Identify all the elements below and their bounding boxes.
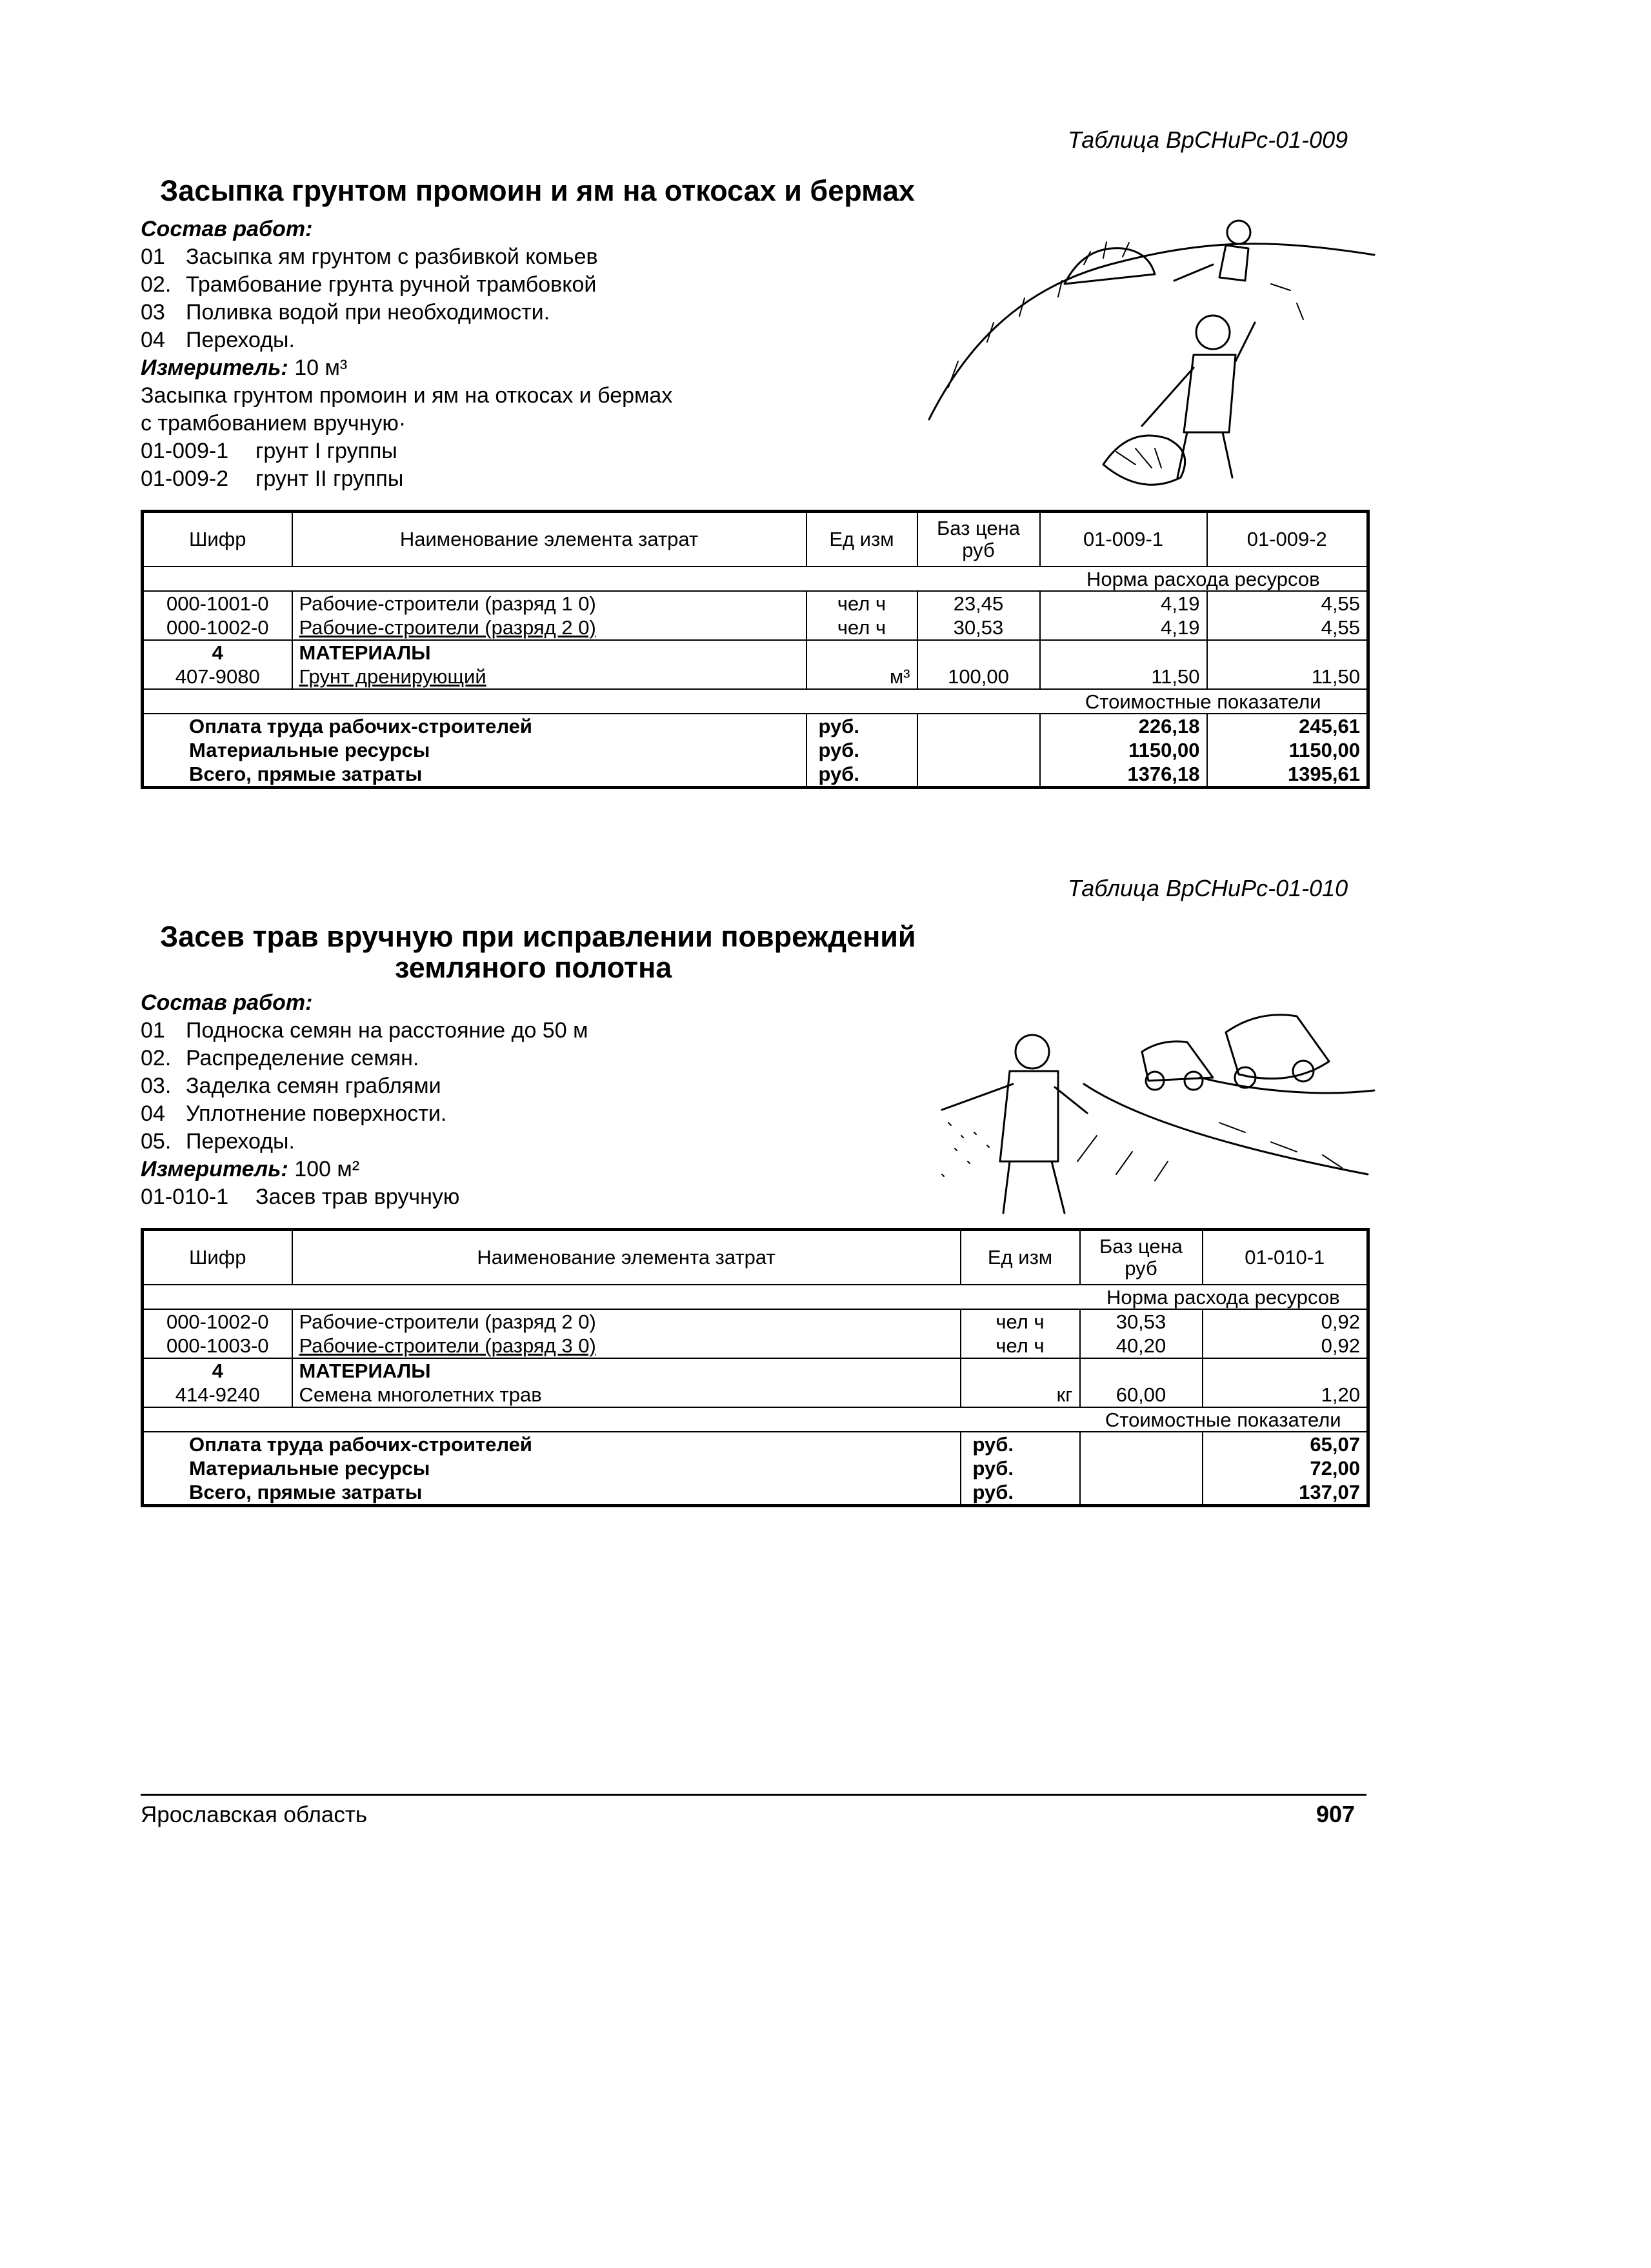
header-cell: Наименование элемента затрат (292, 512, 806, 567)
norms-table (141, 1228, 1370, 1507)
section-title-line-2: земляного полотна (395, 951, 672, 984)
header-cell: Баз цена руб (1080, 1230, 1203, 1285)
table-header-row (143, 1230, 1368, 1285)
table-header-row (143, 512, 1368, 567)
total-row: Материальные ресурсы руб. 1150,00 1150,00 (143, 738, 1368, 762)
header-cell: 01-010-1 (1203, 1230, 1368, 1285)
table-row: 4 МАТЕРИАЛЫ (143, 640, 1368, 665)
meter-value: 100 м² (294, 1157, 360, 1181)
section-title: Засыпка грунтом промоин и ям на откосах и бермах (160, 174, 915, 207)
worker-sowing-grass-illustration (929, 981, 1381, 1226)
description-line: с трамбованием вручную· (141, 411, 406, 436)
workers-filling-slope-illustration (910, 194, 1387, 503)
work-step: 05. Переходы. (141, 1129, 295, 1154)
total-row: Оплата труда рабочих-строителей руб. 226,18 245,61 (143, 714, 1368, 738)
meter-line: Измеритель: 10 м³ (141, 356, 348, 380)
total-row: Всего, прямые затраты руб. 137,07 (143, 1480, 1368, 1506)
total-row: Всего, прямые затраты руб. 1376,18 1395,61 (143, 762, 1368, 788)
work-step: 01 Засыпка ям грунтом с разбивкой комьев (141, 245, 598, 269)
header-cell: Наименование элемента затрат (292, 1230, 961, 1285)
section-title: Засев трав вручную при исправлении повреждений (160, 920, 916, 953)
header-cell: Ед изм (961, 1230, 1080, 1285)
header-cell: Шифр (143, 512, 292, 567)
work-step: 02. Трамбование грунта ручной трамбовкой (141, 272, 597, 297)
work-composition (141, 989, 588, 1211)
description-line: Засыпка грунтом промоин и ям на откосах и бермах (141, 383, 673, 408)
variant-line: 01-009-1 грунт I группы (141, 439, 397, 463)
header-cell: 01-009-1 (1040, 512, 1207, 567)
table-row: 4 МАТЕРИАЛЫ (143, 1358, 1368, 1383)
work-step: 03. Заделка семян граблями (141, 1074, 441, 1098)
total-row: Оплата труда рабочих-строителей руб. 65,07 (143, 1432, 1368, 1456)
norm-caption: Норма расхода ресурсов (1080, 1285, 1368, 1309)
header-cell: 01-009-2 (1207, 512, 1368, 567)
work-step: 02. Распределение семян. (141, 1046, 419, 1070)
page-number: 907 (1316, 1801, 1356, 1827)
meter-value: 10 м³ (294, 356, 348, 380)
work-step: 04 Уплотнение поверхности. (141, 1101, 447, 1126)
table-row: 000-1003-0 Рабочие-строители (разряд 3 0) чел ч 40,20 0,92 (143, 1334, 1368, 1358)
header-cell: Баз цена руб (917, 512, 1040, 567)
work-step: 03 Поливка водой при необходимости. (141, 300, 550, 325)
table-row: 000-1002-0 Рабочие-строители (разряд 2 0) чел ч 30,53 0,92 (143, 1309, 1368, 1334)
norm-caption-row (143, 567, 1368, 591)
work-step: 04 Переходы. (141, 328, 295, 352)
cost-caption-row (143, 689, 1368, 714)
norms-table (141, 510, 1370, 789)
cost-caption: Стоимостные показатели (1080, 1407, 1368, 1432)
table-row: 000-1001-0 Рабочие-строители (разряд 1 0) чел ч 23,45 4,19 4,55 (143, 591, 1368, 616)
table-reference: Таблица ВрСНиРс-01-009 (1068, 126, 1348, 153)
cost-caption-row (143, 1407, 1368, 1432)
composition-label: Состав работ: (141, 217, 313, 241)
footer-region: Ярославская область (141, 1802, 368, 1827)
table-reference: Таблица ВрСНиРс-01-010 (1068, 875, 1348, 901)
cost-caption: Стоимостные показатели (1040, 689, 1368, 714)
table-row: 000-1002-0 Рабочие-строители (разряд 2 0) чел ч 30,53 4,19 4,55 (143, 616, 1368, 640)
norm-caption-row (143, 1285, 1368, 1309)
total-row: Материальные ресурсы руб. 72,00 (143, 1456, 1368, 1480)
variant-line: 01-010-1 Засев трав вручную (141, 1185, 460, 1209)
composition-label: Состав работ: (141, 990, 313, 1015)
header-cell: Ед изм (806, 512, 917, 567)
header-cell: Шифр (143, 1230, 292, 1285)
table-row: 414-9240 Семена многолетних трав кг 60,00 1,20 (143, 1383, 1368, 1407)
meter-line: Измеритель: 100 м² (141, 1157, 360, 1181)
table-row: 407-9080 Грунт дренирующий м³ 100,00 11,50 11,50 (143, 665, 1368, 689)
work-composition (141, 216, 672, 493)
variant-line: 01-009-2 грунт II группы (141, 467, 404, 491)
work-step: 01 Подноска семян на расстояние до 50 м (141, 1018, 588, 1043)
norm-caption: Норма расхода ресурсов (1040, 567, 1368, 591)
footer-divider (141, 1794, 1366, 1796)
